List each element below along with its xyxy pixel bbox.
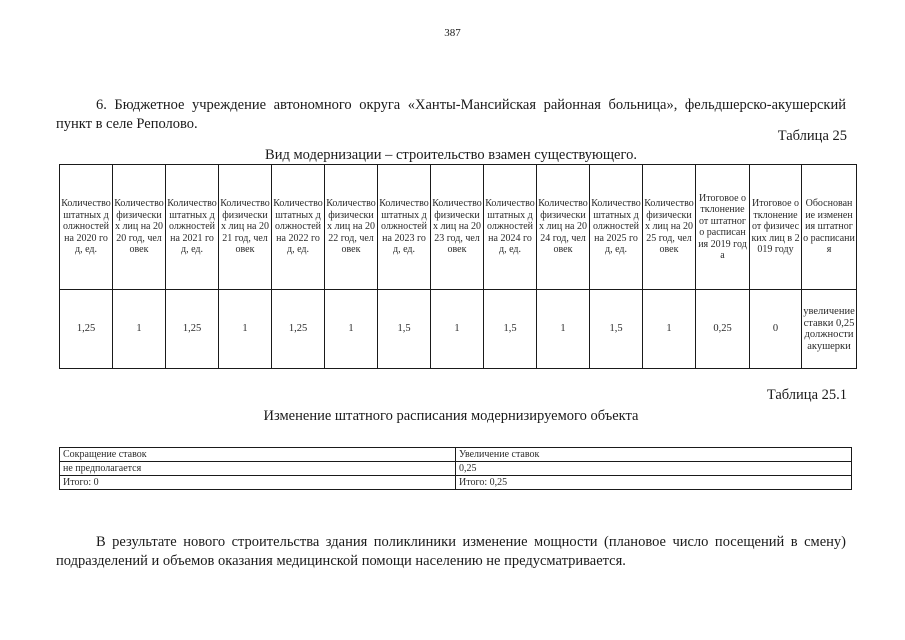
table-header-row [60, 165, 857, 290]
table-cell: 0,25 [696, 290, 750, 369]
table-cell: 1 [431, 290, 484, 369]
header-cell: Количество физических лиц на 2020 год, человек [113, 165, 166, 290]
table-cell: 1,5 [484, 290, 537, 369]
header-cell: Количество штатных должностей на 2020 год, ед. [60, 165, 113, 290]
table-row [60, 290, 857, 369]
table-cell: 1 [325, 290, 378, 369]
table-25-label: Таблица 25 [777, 128, 847, 144]
table-cell: Итого: 0 [60, 476, 456, 490]
header-cell: Количество штатных должностей на 2025 год, ед. [590, 165, 643, 290]
table-cell: 1 [113, 290, 166, 369]
table-cell: 0 [750, 290, 802, 369]
table-cell: 1,25 [272, 290, 325, 369]
header-cell: Количество штатных должностей на 2021 год, ед. [166, 165, 219, 290]
header-cell: Количество штатных должностей на 2024 год, ед. [484, 165, 537, 290]
table-cell: Сокращение ставок [60, 448, 456, 462]
staffing-table [59, 164, 857, 369]
table-cell: Увеличение ставок [456, 448, 852, 462]
justification-text: увеличение ставки 0,25 должности акушерки [803, 306, 855, 352]
header-cell: Количество штатных должностей на 2022 год, ед. [272, 165, 325, 290]
table-25-1-caption: Изменение штатного расписания модернизируемого объекта [263, 408, 639, 424]
header-cell: Количество физических лиц на 2025 год, человек [643, 165, 696, 290]
staffing-change-table [59, 447, 852, 490]
page-number: 387 [444, 27, 461, 39]
table-cell: 0,25 [456, 462, 852, 476]
header-cell: Итоговое отклонение от физических лиц в 2019 году [750, 165, 802, 290]
conclusion-paragraph: В результате нового строительства здания поликлиники изменение мощности (плановое число посещений в смену) подразделений и объемов оказания медицинской помощи населению не предусматривается. [56, 534, 846, 569]
table-cell: 1 [537, 290, 590, 369]
header-cell: Количество физических лиц на 2022 год, человек [325, 165, 378, 290]
header-cell: Количество штатных должностей на 2023 год, ед. [378, 165, 431, 290]
header-cell: Количество физических лиц на 2024 год, человек [537, 165, 590, 290]
header-cell: Количество физических лиц на 2023 год, человек [431, 165, 484, 290]
table-cell: 1 [643, 290, 696, 369]
table-25-caption: Вид модернизации – строительство взамен существующего. [265, 147, 637, 163]
justification-cell [802, 290, 857, 369]
table-row [60, 462, 852, 476]
header-cell: Обоснование изменения штатного расписания [802, 165, 857, 290]
table-row [60, 476, 852, 490]
table-cell: 1,5 [378, 290, 431, 369]
table-25-1-label: Таблица 25.1 [766, 387, 847, 403]
table-cell: 1,25 [60, 290, 113, 369]
header-cell: Итоговое отклонение от штатного расписания 2019 года [696, 165, 750, 290]
table-cell: не предполагается [60, 462, 456, 476]
table-row [60, 448, 852, 462]
table-cell: Итого: 0,25 [456, 476, 852, 490]
table-cell: 1,5 [590, 290, 643, 369]
table-cell: 1,25 [166, 290, 219, 369]
table-cell: 1 [219, 290, 272, 369]
header-cell: Количество физических лиц на 2021 год, человек [219, 165, 272, 290]
section-paragraph: 6. Бюджетное учреждение автономного округа «Ханты-Мансийская районная больница», фельдшерско-акушерский пункт в селе Реполово. [56, 97, 846, 132]
